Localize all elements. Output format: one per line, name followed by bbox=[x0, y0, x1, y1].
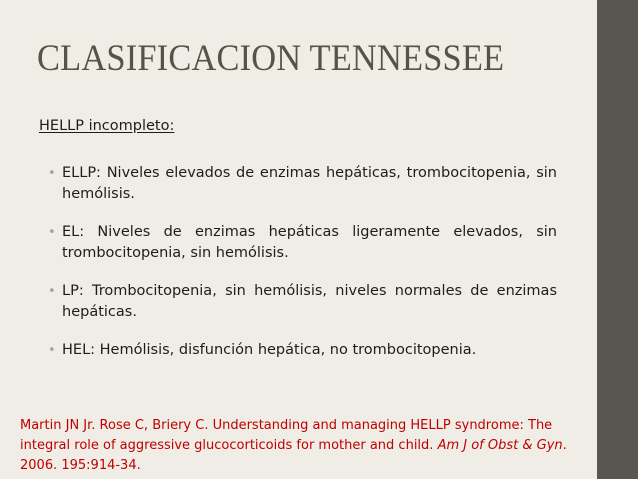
bullet-icon: • bbox=[48, 343, 56, 358]
sidebar-band bbox=[597, 0, 638, 479]
bullet-icon: • bbox=[48, 284, 56, 299]
reference-journal: Am J of Obst & Gyn bbox=[437, 438, 563, 453]
reference-authors-title: Martin JN Jr. Rose C, Briery C. Understanding and managing HELLP syndrome: The integral role of aggressive glucocorticoids for mother and child. bbox=[20, 418, 553, 453]
bullet-item-ellp bbox=[48, 163, 557, 205]
bullet-text: LP: Trombocitopenia, sin hemólisis, niveles normales de enzimas hepáticas. bbox=[62, 283, 557, 320]
bullet-text: EL: Niveles de enzimas hepáticas ligeramente elevados, sin trombocitopenia, sin hemólisis. bbox=[62, 224, 557, 261]
bullet-icon: • bbox=[48, 166, 56, 181]
bullet-text: ELLP: Niveles elevados de enzimas hepáticas, trombocitopenia, sin hemólisis. bbox=[62, 165, 557, 202]
bullet-item-el bbox=[48, 222, 557, 264]
slide-subtitle: HELLP incompleto: bbox=[39, 118, 175, 134]
reference-details: . 2006. 195:914-34. bbox=[20, 438, 567, 473]
bullet-item-lp bbox=[48, 281, 557, 323]
slide-title: CLASIFICACION TENNESSEE bbox=[37, 38, 505, 79]
reference-citation bbox=[20, 416, 580, 476]
bullet-text: HEL: Hemólisis, disfunción hepática, no trombocitopenia. bbox=[62, 342, 477, 358]
bullet-list bbox=[48, 163, 557, 378]
bullet-icon: • bbox=[48, 225, 56, 240]
bullet-item-hel bbox=[48, 340, 557, 361]
